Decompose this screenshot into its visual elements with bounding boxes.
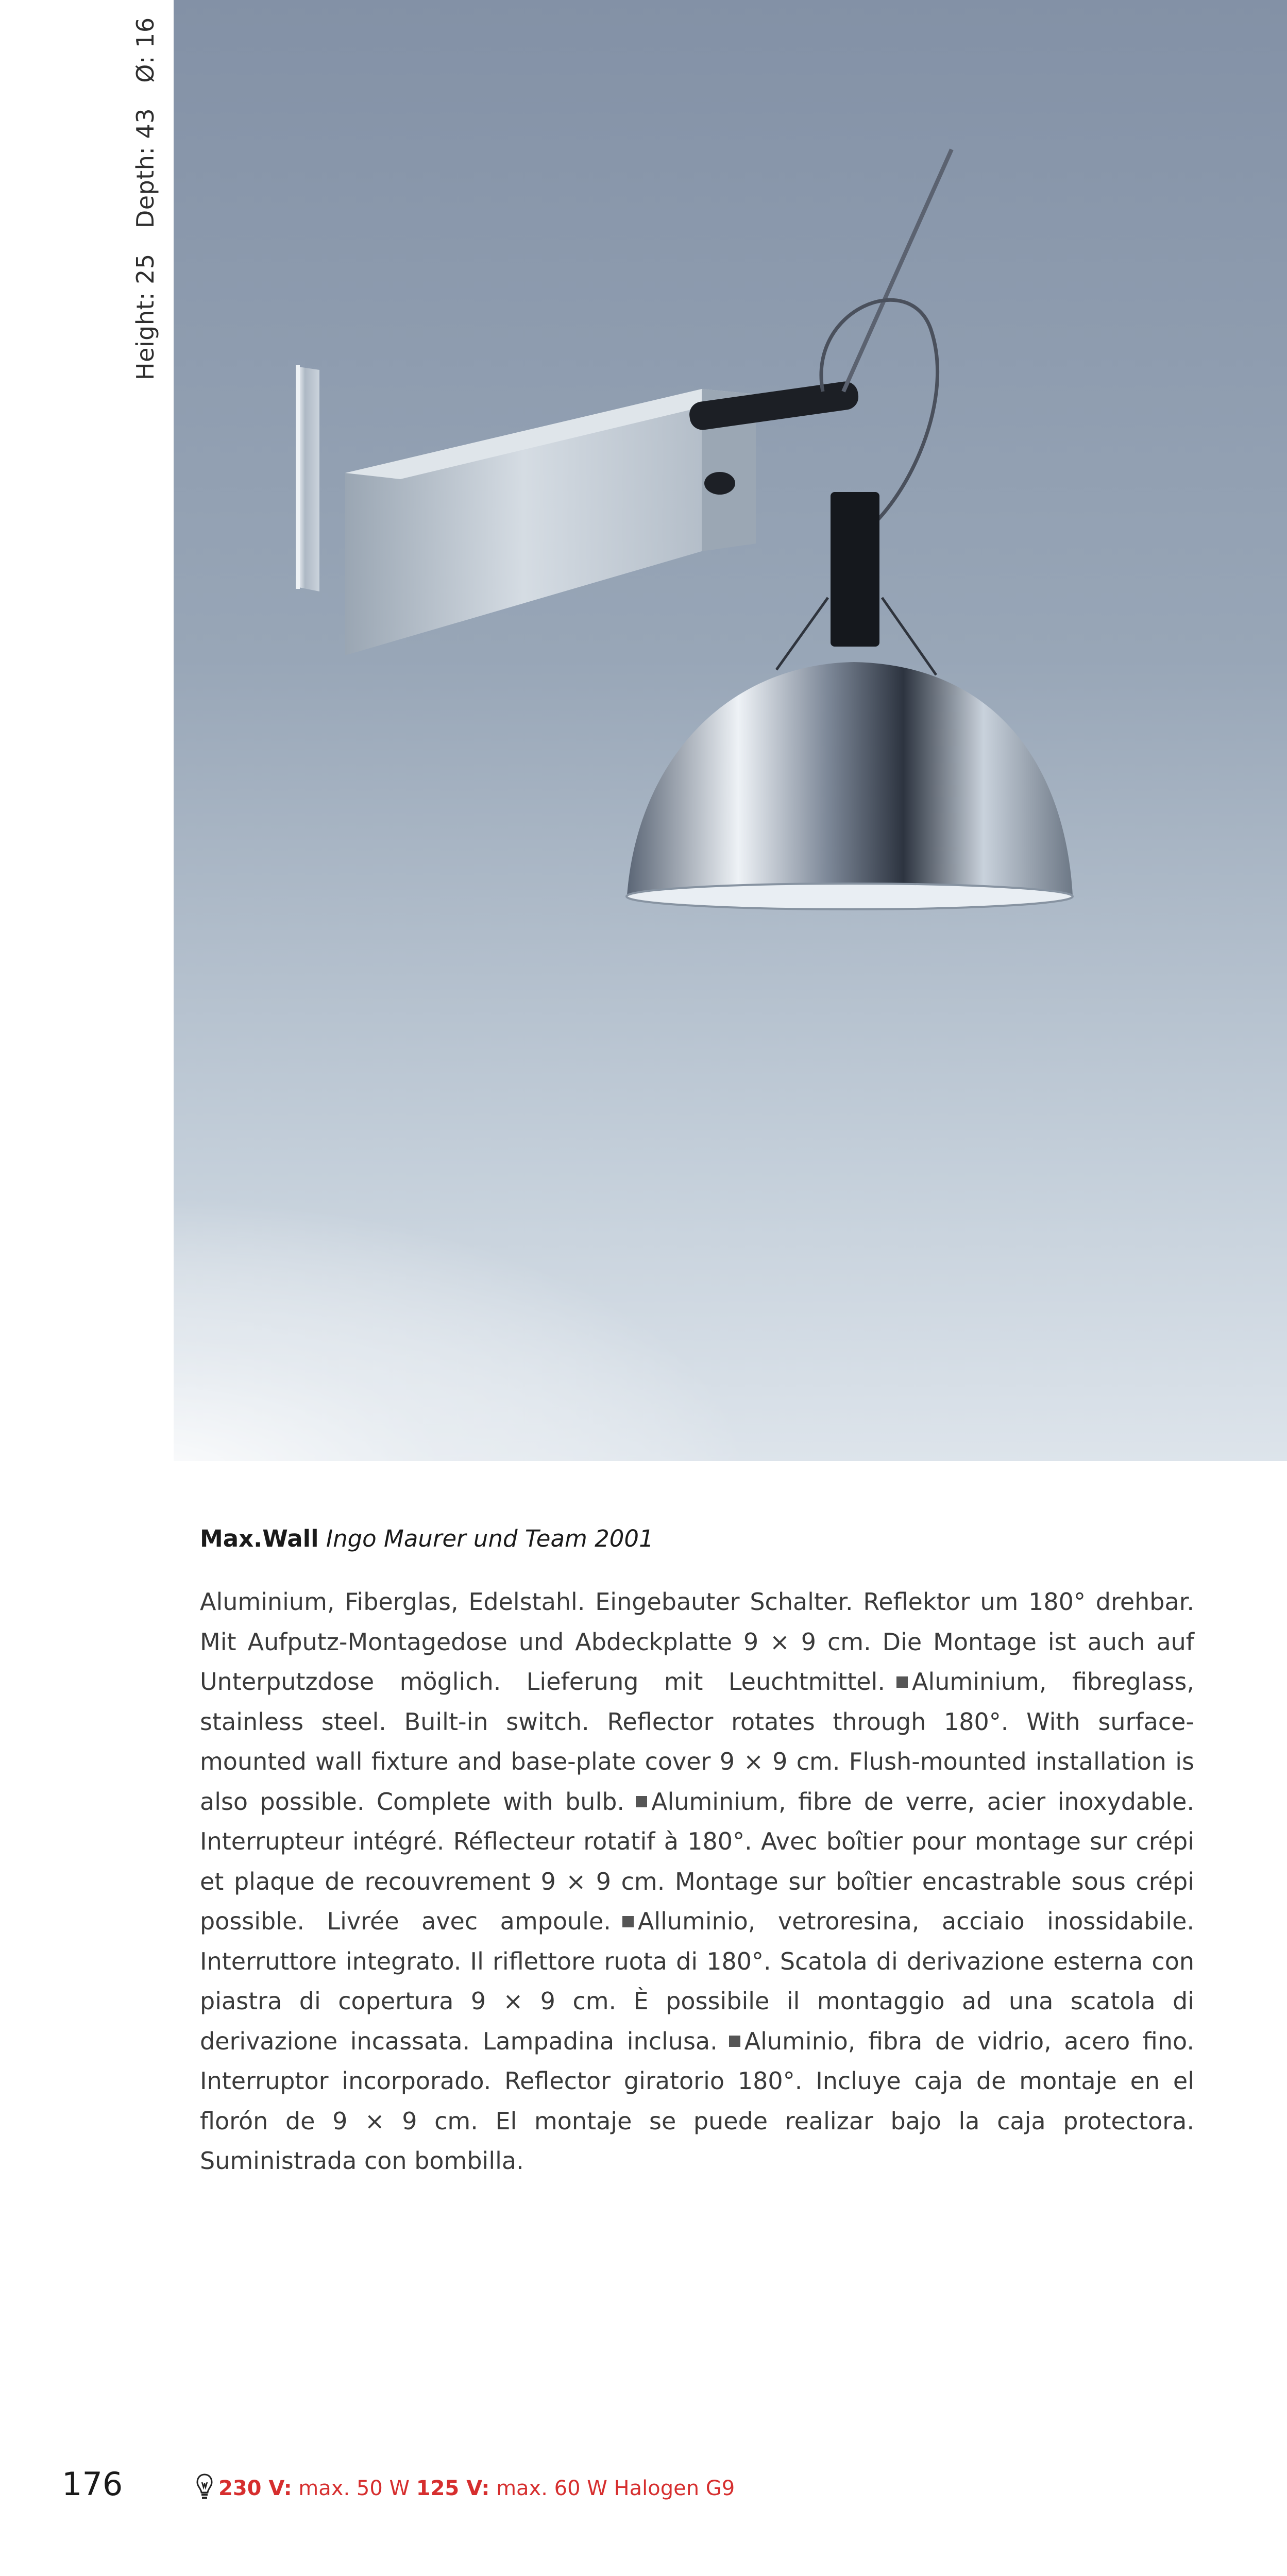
product-designer: Ingo Maurer und Team 2001 [326,1525,654,1552]
separator-square-icon [896,1676,908,1688]
height-value: Height: 25 [131,253,159,380]
product-photo [174,0,1287,1461]
product-title [200,1525,1194,1552]
dimensions-label [131,0,159,380]
description-italian: Alluminio, vetroresina, acciaio inossidabile. Interruttore integrato. Il riflettore ruota di 180°. Scatola di derivazione esterna con piastra di copertura 9 × 9 cm. È possibile il montaggio ad una scatola di derivazione incassata. Lampadina inclusa. [200,1907,1194,2055]
product-description [200,1582,1194,2181]
v230-label: 230 V: [218,2477,292,2500]
bulb-icon [196,2473,213,2506]
page-number: 176 [62,2465,123,2503]
separator-square-icon [729,2036,740,2047]
description-english: Aluminium, fibreglass, stainless steel. Built-in switch. Reflector rotates through 180°. With surface-mounted wall fixture and base-plate cover 9 × 9 cm. Flush-mounted installation is also possible. Complete with bulb. [200,1668,1194,1816]
diameter-value: Ø: 16 [131,17,159,83]
description-german: Aluminium, Fiberglas, Edelstahl. Eingebauter Schalter. Reflektor um 180° drehbar. Mit Aufputz-Montagedose und Abdeckplatte 9 × 9 cm. Die Montage ist auch auf Unterputzdose möglich. Lieferung mit Leuchtmittel. [200,1588,1194,1696]
product-name: Max.Wall [200,1525,319,1552]
electrical-spec [196,2473,735,2506]
separator-square-icon [622,1916,634,1927]
depth-value: Depth: 43 [131,108,159,229]
v230-value: max. 50 W [298,2477,410,2500]
v125-label: 125 V: [416,2477,490,2500]
product-caption [200,1525,1194,2181]
separator-square-icon [636,1796,647,1807]
v125-value: max. 60 W Halogen G9 [496,2477,735,2500]
description-french: Aluminium, fibre de verre, acier inoxydable. Interrupteur intégré. Réflecteur rotatif à 180°. Avec boîtier pour montage sur crépi et plaque de recouvrement 9 × 9 cm. Montage sur boîtier encastrable sous crépi possible. Livrée avec ampoule. [200,1787,1194,1935]
description-spanish: Aluminio, fibra de vidrio, acero fino. Interruptor incorporado. Reflector giratorio 180°. Incluye caja de montaje en el florón de 9 × 9 cm. El montaje se puede realizar bajo la caja protectora. Suministrada con bombilla. [200,2027,1194,2175]
